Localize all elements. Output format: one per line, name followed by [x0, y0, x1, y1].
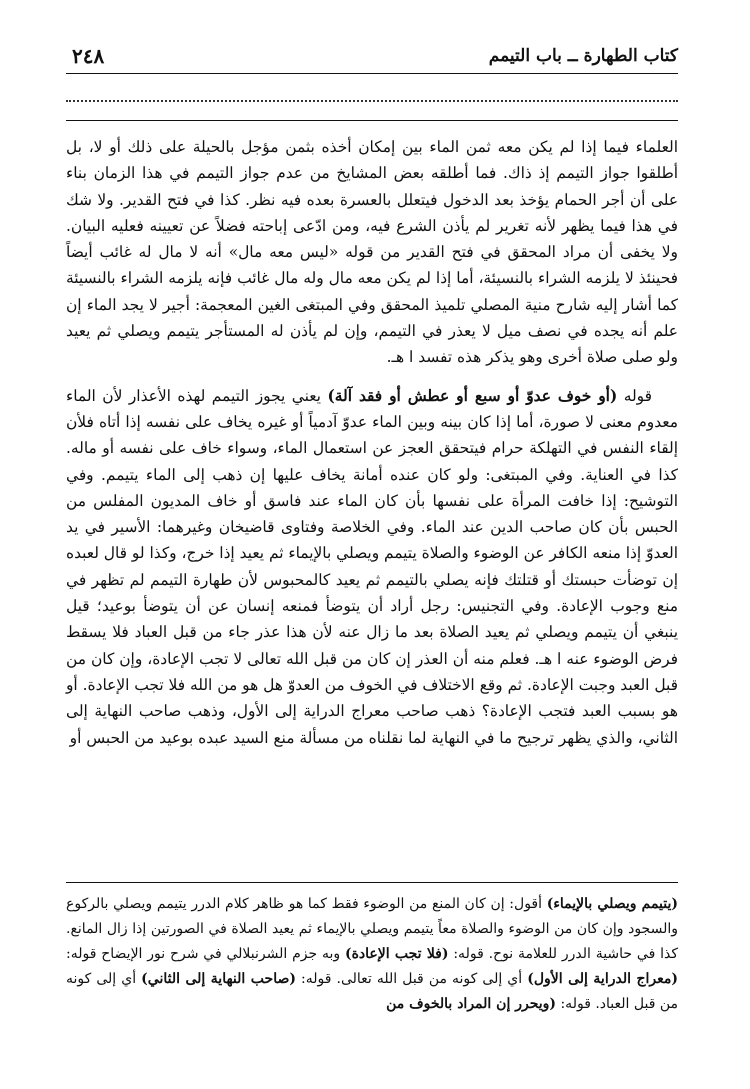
text-line: فإنه يلزمه الشراء بالنسيئة كما أشار إليه شارح منية المصلي تلميذ المحقق وفي المبتغى الغين — [66, 269, 678, 314]
text-line: المعجمة: أجير لا يجد الماء إن علم أنه يجده في نصف ميل لا يعذر في التيمم، وإن لم يأذن له — [66, 295, 678, 341]
paragraph-1 — [66, 134, 678, 371]
footnote-line: قوله: — [301, 971, 332, 987]
footnote-quote: (فلا تجب الإعادة) — [344, 946, 449, 962]
text-line: فتجب الإعادة؟ ذهب صاحب معراج الدراية إلى الأول، وذهب صاحب النهاية إلى الثاني، — [66, 702, 678, 747]
text-line: العذر إن كان من قبل الله تعالى لا تجب الإعادة، وإن كان من قبل العبد وجبت الإعادة. ثم — [66, 649, 678, 694]
footnote-line: أقول: إن كان المنع من الوضوء فقط كما هو ظاهر كلام الدرر يتيمم ويصلي — [113, 896, 543, 912]
footnote-quote: (معراج الدراية إلى الأول) — [527, 971, 678, 987]
text-line: يعيد إذا خرج، وكذا لو قال لعبده إن توضأت حبستك أو قتلتك فإنه يصلي بالتيمم ثم يعيد — [66, 544, 678, 589]
footnote-quote: (صاحب النهاية إلى الثاني) — [141, 971, 296, 987]
text-line: يعني يجوز التيمم لهذه الأعذار لأن — [102, 386, 321, 405]
footnote-quote: (يتيمم ويصلي بالإيماء) — [546, 896, 679, 912]
text-line: وغيرهما: الأسير في يد العدوّ إذا منعه الكافر عن الوضوء والصلاة يتيمم ويصلي بالإيماء ثم — [66, 518, 678, 563]
text-line: وقع الاختلاف في الخوف من العدوّ هل هو من الله فلا تجب الإعادة. أو هو بسبب العبد — [66, 675, 678, 721]
text-line: المديون المفلس من الحبس بأن كان صاحب الدين عند الماء. وفي الخلاصة وفتاوى قاضيخان — [66, 491, 678, 537]
text-line: الماء معدوم معنى لا صورة، أما إذا كان بينه وبين الماء عدوّ آدمياً أو غيره يخاف على نفسه إذا — [66, 386, 678, 431]
text-line: المستأجر يتيمم ويصلي ثم يعيد ولو صلى صلاة أخرى وهو يذكر هذه تفسد ا هـ. — [66, 322, 678, 367]
footnote-line: أي إلى كونه من قبل العباد. قوله: — [66, 971, 678, 1012]
text-line: كالمحبوس لأن طهارة التيمم لم تظهر في منع وجوب الإعادة. وفي التجنيس: رجل أراد أن — [66, 570, 678, 616]
text-top-divider — [66, 120, 678, 121]
text-line: العلماء فيما إذا لم يكن معه ثمن الماء بين إمكان أخذه بثمن مؤجل بالحيلة على ذلك أو لا، — [88, 138, 678, 156]
footnote-line: وبه جزم — [292, 946, 341, 962]
text-line: يتوضأ فمنعه إنسان عن أن يتوضأ بوعيد؛ قيل ينبغي أن يتيمم ويصلي ثم يعيد الصلاة بعد ما — [66, 597, 678, 642]
footnote-divider — [66, 882, 678, 883]
main-text-body — [66, 134, 678, 751]
chapter-title: كتاب الطهارة ــ باب التيمم — [488, 46, 678, 66]
page-number: ٢٤٨ — [72, 44, 105, 68]
header-divider — [66, 73, 678, 74]
text-line: لا مال له غائب أيضاً فحينئذ لا يلزمه الشراء بالنسيئة، أما إذا لم يكن معه مال وله مال غائب — [66, 243, 678, 288]
footnote-text — [66, 892, 678, 1017]
text-line: زال عنه لأن هذا عذر جاء من قبل العباد فلا يسقط فرض الوضوء عنه ا هـ. فعلم منه أن — [66, 623, 678, 668]
paragraph-lead: قوله — [623, 386, 652, 405]
footnote-line: بالركوع والسجود وإن كان من الوضوء والصلاة معاً يتيمم ويصلي بالإيماء ثم يعيد الصلاة في — [66, 896, 678, 937]
footnote-line: أي إلى كونه من قبل الله تعالى. — [336, 971, 523, 987]
text-line: الماء يتيمم. وفي التوشيح: إذا خافت المرأة على نفسها بأن كان الماء عند فاسق أو خاف — [66, 465, 678, 510]
text-line: القدير. ولا شك في هذا فيما يظهر لأنه تغرير لم يأذن الشرع فيه، ومن ادّعى إباحته فضلاً — [66, 190, 678, 235]
footnote-quote: (ويحرر إن المراد بالخوف من — [386, 996, 557, 1012]
text-line: بل أطلقوا جواز التيمم إذ ذاك. فما أطلقه بعض المشايخ من عدم جواز التيمم في هذا الزمان — [66, 138, 678, 183]
text-line: نفسه أو ماله. كذا في العناية. وفي المبتغى: ولو كان عنده أمانة يخاف عليها إن ذهب إلى — [66, 439, 678, 484]
text-line: والذي يظهر ترجيح ما في النهاية لما نقلناه من مسألة منع السيد عبده بوعيد من الحبس أو — [69, 728, 633, 747]
paragraph-2 — [66, 383, 678, 751]
text-line: بناء على أن أجر الحمام يؤخذ بعد الدخول فيتعلل بالعسرة بعده فيه نظر. كذا في فتح — [66, 164, 678, 209]
footnotes-section — [66, 892, 678, 1017]
dotted-divider — [66, 100, 678, 102]
page-header — [72, 44, 678, 72]
quoted-matn-phrase: (أو خوف عدوّ أو سبع أو عطش أو فقد آلة) — [327, 386, 618, 405]
text-line: أتاه فلأن إلقاء النفس في التهلكة حرام فيتحقق العجز عن استعمال الماء، وسواء خاف على — [66, 412, 678, 458]
footnote-line: الشرنبلالي في شرح نور الإيضاح قوله: — [66, 946, 288, 962]
footnote-line: الصورتين إذا زال المانع. كذا في حاشية الدرر للعلامة نوح. قوله: — [66, 921, 678, 962]
text-line: عن تعيينه فعليه البيان. ولا يخفى أن مراد المحقق في فتح القدير من قوله «ليس معه مال» أنه — [66, 216, 678, 262]
